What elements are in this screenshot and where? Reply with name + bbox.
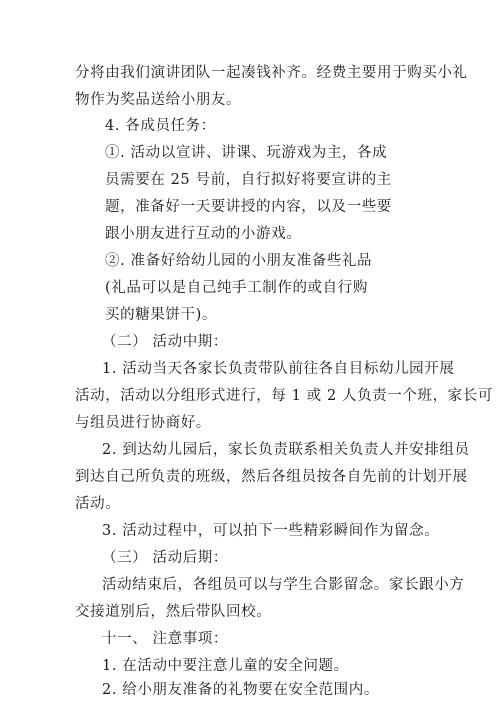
- section-heading-notes: 十一、 注意事项：: [102, 631, 229, 647]
- text-line-14: 与组员进行协商好。: [75, 415, 211, 431]
- section-heading-mid-phase: （二） 活动中期：: [102, 334, 229, 350]
- text-line-5: 员需要在 25 号前，自行拟好将要宣讲的主: [105, 172, 392, 188]
- text-line-18: 3. 活动过程中，可以拍下一些精彩瞬间作为留念。: [102, 523, 440, 539]
- text-line-4: ①. 活动以宣讲、讲课、玩游戏为主，各成: [105, 145, 388, 161]
- text-line-7: 跟小朋友进行互动的小游戏。: [105, 226, 302, 242]
- text-line-24: 2. 给小朋友准备的礼物要在安全范围内。: [102, 682, 379, 698]
- text-line-10: 买的糖果饼干)。: [105, 307, 217, 323]
- text-line-15: 2. 到达幼儿园后，家长负责联系相关负责人并安排组员: [102, 442, 470, 458]
- text-line-2: 物作为奖品送给小朋友。: [75, 92, 242, 108]
- text-line-23: 1. 在活动中要注意儿童的安全问题。: [102, 658, 349, 674]
- section-heading-late-phase: （三） 活动后期：: [102, 550, 229, 566]
- text-line-8: ②. 准备好给幼儿园的小朋友准备些礼品: [105, 253, 373, 269]
- section-heading-member-tasks: 4. 各成员任务：: [105, 118, 216, 134]
- text-line-1: 分将由我们演讲团队一起凑钱补齐。经费主要用于购买小礼: [75, 65, 468, 81]
- text-line-12: 1. 活动当天各家长负责带队前往各自目标幼儿园开展: [102, 361, 455, 377]
- text-line-20: 活动结束后，各组员可以与学生合影留念。家长跟小方: [102, 577, 465, 593]
- text-line-17: 活动。: [75, 496, 121, 512]
- text-line-21: 交接道别后，然后带队回校。: [75, 604, 272, 620]
- text-line-16: 到达自己所负责的班级，然后各组员按各自先前的计划开展: [75, 469, 468, 485]
- text-line-13: 活动，活动以分组形式进行，每 1 或 2 人负责一个班，家长可: [75, 388, 493, 404]
- text-line-6: 题，准备好一天要讲授的内容，以及一些要: [105, 199, 392, 215]
- text-line-9: (礼品可以是自己纯手工制作的或自行购: [105, 280, 368, 296]
